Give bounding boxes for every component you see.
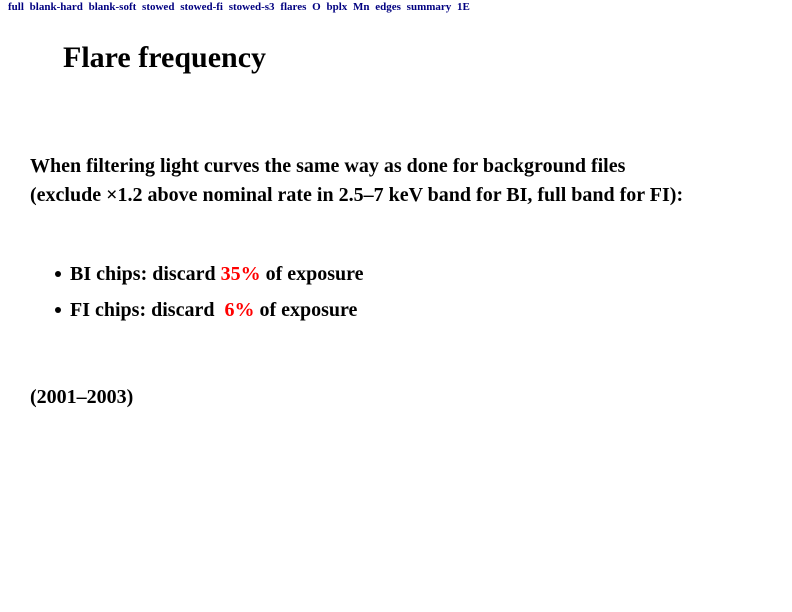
bullet-bi-suffix: of exposure (260, 263, 364, 285)
nav-link-o[interactable]: O (312, 1, 321, 13)
intro-paragraph (30, 152, 683, 210)
bullet-bi-percentage: 35% (220, 263, 261, 285)
nav-link-stowed-fi[interactable]: stowed-fi (180, 1, 223, 13)
bullet-dot-icon (55, 271, 61, 277)
bullet-item-fi-chips (55, 300, 364, 321)
date-range-note: (2001–2003) (30, 386, 134, 408)
bullet-list (55, 264, 364, 336)
nav-link-full[interactable]: full (8, 1, 24, 13)
bullet-dot-icon (55, 307, 61, 313)
bullet-fi-suffix: of exposure (254, 299, 358, 321)
nav-link-edges[interactable]: edges (375, 1, 401, 13)
nav-link-flares[interactable]: flares (280, 1, 307, 13)
nav-link-summary[interactable]: summary (406, 1, 452, 13)
bullet-bi-prefix: BI chips: discard (70, 263, 221, 285)
nav-bar (8, 0, 473, 14)
bullet-fi-prefix: FI chips: discard (70, 299, 225, 321)
nav-link-blank-hard[interactable]: blank-hard (29, 1, 83, 13)
nav-link-stowed-s3[interactable]: stowed-s3 (228, 1, 275, 13)
nav-link-mn[interactable]: Mn (353, 1, 370, 13)
bullet-item-bi-chips (55, 264, 364, 285)
nav-link-stowed[interactable]: stowed (142, 1, 175, 13)
intro-line-2: (exclude ×1.2 above nominal rate in 2.5–7 keV band for BI, full band for FI): (30, 184, 684, 206)
nav-link-blank-soft[interactable]: blank-soft (88, 1, 137, 13)
nav-link-1e[interactable]: 1E (457, 1, 470, 13)
bullet-fi-percentage: 6% (224, 299, 255, 321)
nav-link-bplx[interactable]: bplx (326, 1, 348, 13)
intro-line-1: When filtering light curves the same way as done for background files (30, 155, 626, 177)
slide-title: Flare frequency (63, 41, 267, 74)
